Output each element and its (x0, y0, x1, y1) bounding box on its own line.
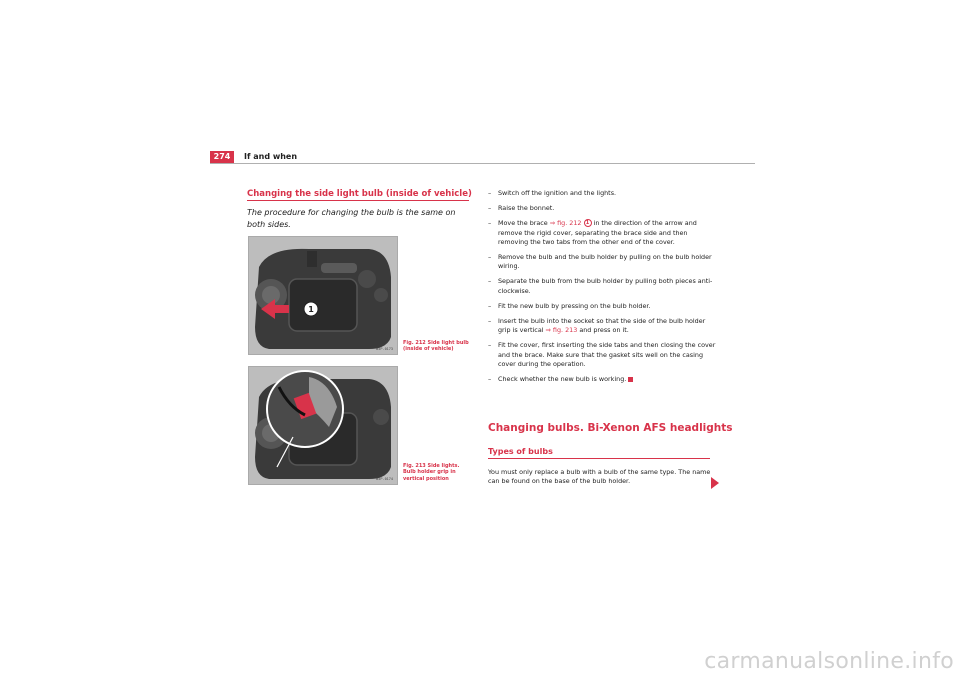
watermark: carmanualsonline.info (704, 649, 954, 674)
headlight-illustration (249, 237, 398, 355)
section-intro: The procedure for changing the bulb is the same on both sides. (247, 208, 456, 229)
subsection-divider (488, 458, 710, 459)
chapter-title: Changing bulbs. Bi-Xenon AFS headlights (488, 422, 733, 434)
list-item: – Separate the bulb from the bulb holder by pulling both pieces anti-clockwise. (488, 277, 713, 295)
figure-caption: Fig. 212 Side light bulb (inside of vehicle) (403, 340, 469, 353)
list-item: – Switch off the ignition and the lights. (488, 189, 617, 197)
headlight-illustration (249, 367, 398, 485)
list-item: – Remove the bulb and the bulb holder by pulling on the bulb holder wiring. (488, 253, 712, 271)
section-divider (247, 200, 469, 201)
figure-code: B5P-0173 (376, 347, 393, 351)
list-item: – Fit the new bulb by pressing on the bulb holder. (488, 301, 651, 310)
figure-code: B5P-0174 (376, 477, 393, 481)
end-of-section-icon (628, 377, 633, 382)
callout-badge: 1 (584, 219, 592, 227)
figure-bulb-holder-vertical (248, 366, 398, 485)
figure-side-light-bulb (248, 236, 398, 355)
figure-reference-link[interactable]: ⇒ fig. 213 (545, 326, 578, 335)
section-title: Changing the side light bulb (inside of vehicle) (247, 189, 472, 199)
list-item: – Fit the cover, first inserting the side tabs and then closing the cover and the brace. Make sure that the gasket sits well on the casing cover during the operation. (488, 341, 716, 368)
page-number: 274 (210, 151, 234, 163)
callout-number: 1 (308, 305, 314, 314)
subsection-title: Types of bulbs (488, 447, 553, 456)
list-item: – Insert the bulb into the socket so that the side of the bulb holder grip is vertical ⇒ fig. 213 and press on it. (488, 317, 706, 335)
figure-reference-link[interactable]: ⇒ fig. 212 (549, 219, 582, 228)
continue-arrow-icon[interactable] (711, 477, 719, 489)
list-item: – Raise the bonnet. (488, 204, 555, 213)
figure-caption: Fig. 213 Side lights. Bulb holder grip in vertical position (403, 463, 460, 482)
list-item: – Move the brace ⇒ fig. 212 1 in the direction of the arrow and remove the rigid cover, separating the brace side and then removing the two tabs from the other end of the cover. (488, 219, 697, 246)
procedure-steps (488, 189, 718, 390)
list-item: – Check whether the new bulb is working. (488, 375, 718, 384)
running-header: If and when (244, 152, 298, 161)
body-paragraph: You must only replace a bulb with a bulb of the same type. The name can be found on the base of the bulb holder. (488, 468, 711, 486)
header-divider (210, 163, 755, 164)
